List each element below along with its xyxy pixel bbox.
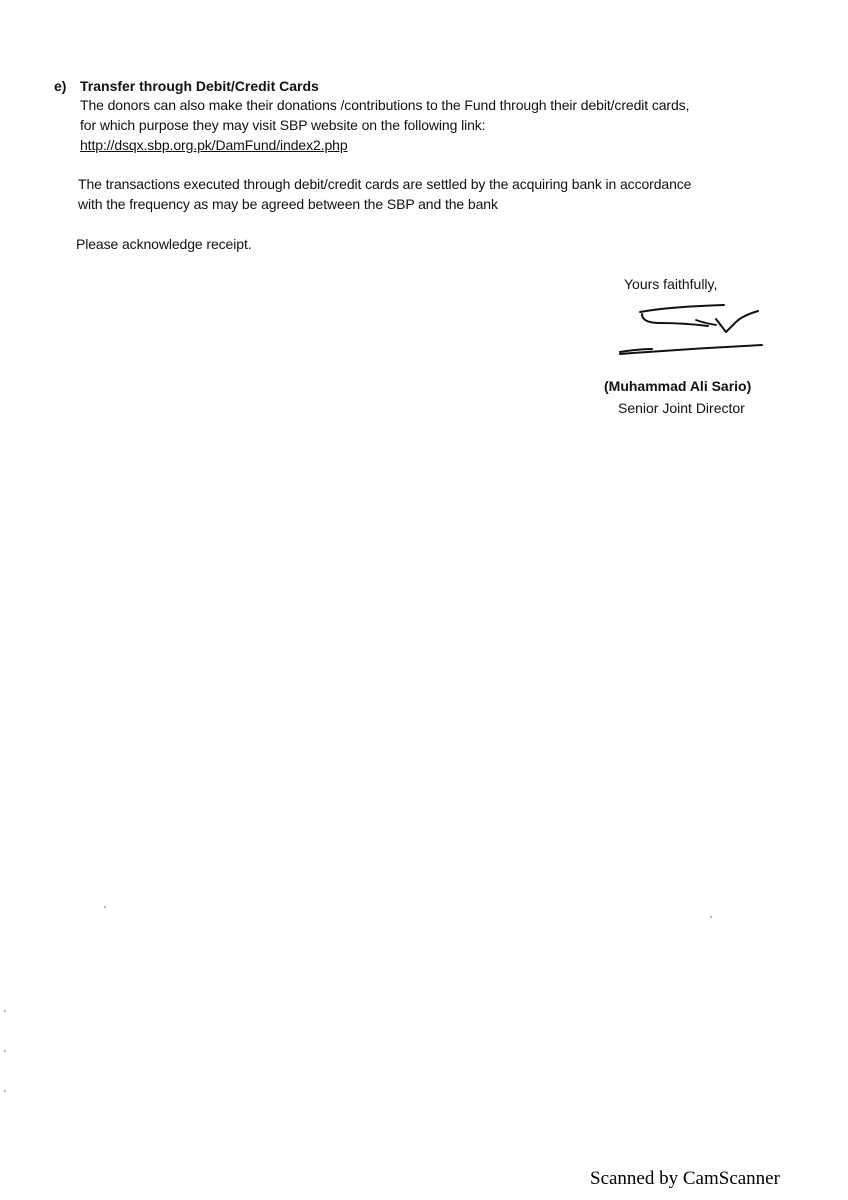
scan-speck bbox=[104, 906, 106, 908]
camscanner-watermark: Scanned by CamScanner bbox=[590, 1168, 780, 1189]
handwritten-signature bbox=[612, 296, 772, 362]
section-e-line-1: The donors can also make their donations /contributions to the Fund through their debit/credit cards, bbox=[80, 97, 690, 113]
scan-speck bbox=[710, 916, 712, 918]
closing-salutation: Yours faithfully, bbox=[624, 276, 718, 292]
settlement-line-1: The transactions executed through debit/credit cards are settled by the acquiring bank in accordance bbox=[78, 176, 692, 192]
acknowledge-text: Please acknowledge receipt. bbox=[76, 236, 252, 252]
section-e-line-2: for which purpose they may visit SBP website on the following link: bbox=[80, 117, 486, 133]
section-e-marker: e) bbox=[54, 78, 67, 94]
dam-fund-link[interactable]: http://dsqx.sbp.org.pk/DamFund/index2.php bbox=[80, 137, 348, 153]
signer-title: Senior Joint Director bbox=[618, 400, 745, 416]
scan-speck bbox=[4, 1090, 6, 1092]
scan-speck bbox=[4, 1050, 6, 1052]
scan-speck bbox=[4, 1010, 6, 1012]
settlement-line-2: with the frequency as may be agreed between the SBP and the bank bbox=[78, 196, 498, 212]
section-e-heading bbox=[54, 78, 319, 94]
signer-name: (Muhammad Ali Sario) bbox=[604, 378, 752, 394]
section-e-title: Transfer through Debit/Credit Cards bbox=[80, 78, 319, 94]
